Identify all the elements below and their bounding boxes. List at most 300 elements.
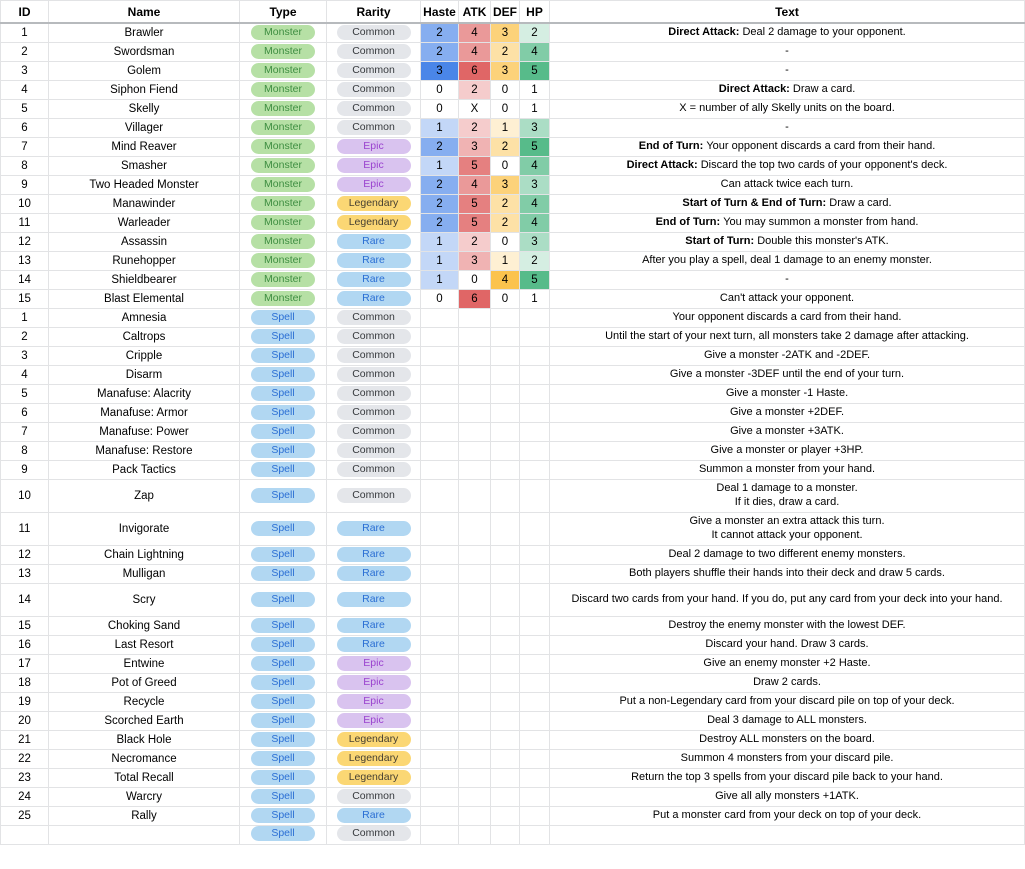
cell-id[interactable]: 14: [1, 583, 49, 616]
cell-text[interactable]: Summon 4 monsters from your discard pile.: [550, 749, 1025, 768]
cell-hp[interactable]: [520, 479, 550, 512]
cell-name[interactable]: Cripple: [49, 346, 240, 365]
cell-id[interactable]: 23: [1, 768, 49, 787]
rarity-chip[interactable]: Epic: [337, 177, 411, 192]
cell-name[interactable]: Villager: [49, 118, 240, 137]
cell-def[interactable]: [491, 512, 520, 545]
cell-rarity[interactable]: [327, 61, 421, 80]
column-header-atk[interactable]: ATK: [459, 1, 491, 24]
cell-haste[interactable]: [421, 346, 459, 365]
cell-haste[interactable]: 2: [421, 194, 459, 213]
cell-id[interactable]: 2: [1, 42, 49, 61]
cell-id[interactable]: 18: [1, 673, 49, 692]
cell-def[interactable]: [491, 768, 520, 787]
cell-rarity[interactable]: [327, 616, 421, 635]
cell-hp[interactable]: [520, 422, 550, 441]
cell-def[interactable]: 0: [491, 80, 520, 99]
cell-hp[interactable]: 1: [520, 289, 550, 308]
type-chip[interactable]: Monster: [251, 139, 315, 154]
cell-id[interactable]: 19: [1, 692, 49, 711]
cell-id[interactable]: 9: [1, 460, 49, 479]
rarity-chip[interactable]: Legendary: [337, 751, 411, 766]
cell-haste[interactable]: 0: [421, 289, 459, 308]
cell-atk[interactable]: 4: [459, 42, 491, 61]
cell-type[interactable]: [240, 80, 327, 99]
cell-text[interactable]: Give a monster or player +3HP.: [550, 441, 1025, 460]
cell-def[interactable]: [491, 403, 520, 422]
cell-id[interactable]: 3: [1, 346, 49, 365]
cell-atk[interactable]: [459, 749, 491, 768]
cell-def[interactable]: [491, 479, 520, 512]
cell-type[interactable]: [240, 654, 327, 673]
rarity-chip[interactable]: Common: [337, 44, 411, 59]
cell-type[interactable]: [240, 787, 327, 806]
cell-rarity[interactable]: [327, 730, 421, 749]
rarity-chip[interactable]: Epic: [337, 713, 411, 728]
type-chip[interactable]: Spell: [251, 566, 315, 581]
cell-atk[interactable]: [459, 545, 491, 564]
column-header-hp[interactable]: HP: [520, 1, 550, 24]
cell-rarity[interactable]: [327, 479, 421, 512]
cell-rarity[interactable]: [327, 512, 421, 545]
cell-def[interactable]: 4: [491, 270, 520, 289]
cell-id[interactable]: 8: [1, 441, 49, 460]
cell-hp[interactable]: [520, 308, 550, 327]
cell-hp[interactable]: [520, 616, 550, 635]
cell-hp[interactable]: [520, 768, 550, 787]
cell-rarity[interactable]: [327, 825, 421, 844]
cell-id[interactable]: 6: [1, 403, 49, 422]
cell-type[interactable]: [240, 137, 327, 156]
rarity-chip[interactable]: Rare: [337, 253, 411, 268]
rarity-chip[interactable]: Common: [337, 82, 411, 97]
cell-hp[interactable]: 4: [520, 156, 550, 175]
cell-rarity[interactable]: [327, 156, 421, 175]
cell-id[interactable]: 8: [1, 156, 49, 175]
cell-haste[interactable]: [421, 460, 459, 479]
cell-name[interactable]: Blast Elemental: [49, 289, 240, 308]
cell-id[interactable]: 12: [1, 545, 49, 564]
cell-text[interactable]: Destroy ALL monsters on the board.: [550, 730, 1025, 749]
type-chip[interactable]: Monster: [251, 253, 315, 268]
cell-haste[interactable]: [421, 654, 459, 673]
cell-atk[interactable]: [459, 308, 491, 327]
cell-type[interactable]: [240, 308, 327, 327]
cell-hp[interactable]: [520, 711, 550, 730]
cell-text[interactable]: -: [550, 118, 1025, 137]
cell-atk[interactable]: 5: [459, 156, 491, 175]
cell-def[interactable]: [491, 460, 520, 479]
cell-hp[interactable]: [520, 749, 550, 768]
cell-type[interactable]: [240, 512, 327, 545]
cell-text[interactable]: Give all ally monsters +1ATK.: [550, 787, 1025, 806]
cell-name[interactable]: Entwine: [49, 654, 240, 673]
cell-rarity[interactable]: [327, 327, 421, 346]
rarity-chip[interactable]: Common: [337, 310, 411, 325]
cell-type[interactable]: [240, 583, 327, 616]
cell-hp[interactable]: [520, 403, 550, 422]
cell-text[interactable]: Give a monster +2DEF.: [550, 403, 1025, 422]
rarity-chip[interactable]: Epic: [337, 694, 411, 709]
cell-hp[interactable]: 2: [520, 251, 550, 270]
rarity-chip[interactable]: Common: [337, 789, 411, 804]
cell-type[interactable]: [240, 156, 327, 175]
cell-haste[interactable]: [421, 825, 459, 844]
cell-def[interactable]: [491, 583, 520, 616]
cell-def[interactable]: [491, 673, 520, 692]
cell-id[interactable]: 4: [1, 80, 49, 99]
cell-rarity[interactable]: [327, 213, 421, 232]
cell-text[interactable]: Give a monster an extra attack this turn. It cannot attack your opponent.: [550, 512, 1025, 545]
cell-hp[interactable]: [520, 365, 550, 384]
cell-text[interactable]: Deal 2 damage to two different enemy monsters.: [550, 545, 1025, 564]
cell-name[interactable]: Scorched Earth: [49, 711, 240, 730]
rarity-chip[interactable]: Common: [337, 386, 411, 401]
cell-rarity[interactable]: [327, 768, 421, 787]
cell-text[interactable]: Can attack twice each turn.: [550, 175, 1025, 194]
rarity-chip[interactable]: Common: [337, 443, 411, 458]
cell-text[interactable]: -: [550, 61, 1025, 80]
cell-rarity[interactable]: [327, 384, 421, 403]
cell-atk[interactable]: 3: [459, 251, 491, 270]
cell-name[interactable]: Brawler: [49, 23, 240, 42]
cell-def[interactable]: 0: [491, 156, 520, 175]
cell-id[interactable]: 1: [1, 308, 49, 327]
cell-type[interactable]: [240, 213, 327, 232]
cell-hp[interactable]: [520, 806, 550, 825]
type-chip[interactable]: Spell: [251, 329, 315, 344]
rarity-chip[interactable]: Epic: [337, 675, 411, 690]
cell-text[interactable]: Give a monster -2ATK and -2DEF.: [550, 346, 1025, 365]
cell-name[interactable]: Manafuse: Restore: [49, 441, 240, 460]
cell-id[interactable]: 1: [1, 23, 49, 42]
cell-rarity[interactable]: [327, 194, 421, 213]
cell-atk[interactable]: [459, 384, 491, 403]
cell-name[interactable]: Rally: [49, 806, 240, 825]
cell-text[interactable]: Direct Attack: Discard the top two cards of your opponent's deck.: [550, 156, 1025, 175]
cell-atk[interactable]: 6: [459, 289, 491, 308]
cell-id[interactable]: 4: [1, 365, 49, 384]
cell-rarity[interactable]: [327, 422, 421, 441]
type-chip[interactable]: Spell: [251, 770, 315, 785]
cell-type[interactable]: [240, 384, 327, 403]
type-chip[interactable]: Spell: [251, 618, 315, 633]
cell-hp[interactable]: 2: [520, 23, 550, 42]
rarity-chip[interactable]: Rare: [337, 234, 411, 249]
cell-type[interactable]: [240, 61, 327, 80]
type-chip[interactable]: Spell: [251, 637, 315, 652]
cell-atk[interactable]: [459, 327, 491, 346]
cell-hp[interactable]: [520, 564, 550, 583]
cell-rarity[interactable]: [327, 564, 421, 583]
cell-hp[interactable]: 5: [520, 270, 550, 289]
rarity-chip[interactable]: Rare: [337, 592, 411, 607]
rarity-chip[interactable]: Legendary: [337, 770, 411, 785]
cell-def[interactable]: [491, 730, 520, 749]
cell-name[interactable]: Manafuse: Power: [49, 422, 240, 441]
cell-hp[interactable]: [520, 635, 550, 654]
cell-name[interactable]: Golem: [49, 61, 240, 80]
column-header-haste[interactable]: Haste: [421, 1, 459, 24]
cell-rarity[interactable]: [327, 403, 421, 422]
cell-atk[interactable]: X: [459, 99, 491, 118]
cell-rarity[interactable]: [327, 654, 421, 673]
cell-name[interactable]: Manafuse: Armor: [49, 403, 240, 422]
cell-atk[interactable]: 4: [459, 23, 491, 42]
cell-haste[interactable]: [421, 308, 459, 327]
cell-haste[interactable]: 2: [421, 213, 459, 232]
cell-def[interactable]: 3: [491, 61, 520, 80]
cell-name[interactable]: Chain Lightning: [49, 545, 240, 564]
type-chip[interactable]: Spell: [251, 386, 315, 401]
rarity-chip[interactable]: Common: [337, 348, 411, 363]
rarity-chip[interactable]: Common: [337, 25, 411, 40]
cell-haste[interactable]: 2: [421, 175, 459, 194]
cell-text[interactable]: Can't attack your opponent.: [550, 289, 1025, 308]
cell-type[interactable]: [240, 422, 327, 441]
cell-def[interactable]: [491, 545, 520, 564]
cell-hp[interactable]: [520, 545, 550, 564]
rarity-chip[interactable]: Epic: [337, 656, 411, 671]
cell-type[interactable]: [240, 403, 327, 422]
cell-type[interactable]: [240, 118, 327, 137]
type-chip[interactable]: Monster: [251, 291, 315, 306]
rarity-chip[interactable]: Rare: [337, 618, 411, 633]
cell-id[interactable]: 10: [1, 194, 49, 213]
cell-type[interactable]: [240, 564, 327, 583]
cell-text[interactable]: Your opponent discards a card from their hand.: [550, 308, 1025, 327]
cell-name[interactable]: Swordsman: [49, 42, 240, 61]
cell-name[interactable]: Pot of Greed: [49, 673, 240, 692]
type-chip[interactable]: Monster: [251, 196, 315, 211]
cell-text[interactable]: After you play a spell, deal 1 damage to an enemy monster.: [550, 251, 1025, 270]
cell-rarity[interactable]: [327, 787, 421, 806]
cell-def[interactable]: [491, 327, 520, 346]
cell-rarity[interactable]: [327, 635, 421, 654]
cell-name[interactable]: Siphon Fiend: [49, 80, 240, 99]
cell-atk[interactable]: [459, 654, 491, 673]
cell-def[interactable]: [491, 422, 520, 441]
cell-hp[interactable]: [520, 730, 550, 749]
cell-atk[interactable]: [459, 730, 491, 749]
cell-id[interactable]: 15: [1, 616, 49, 635]
cell-rarity[interactable]: [327, 692, 421, 711]
cell-type[interactable]: [240, 42, 327, 61]
cell-name[interactable]: [49, 825, 240, 844]
column-header-id[interactable]: ID: [1, 1, 49, 24]
cell-atk[interactable]: [459, 692, 491, 711]
cell-def[interactable]: [491, 365, 520, 384]
type-chip[interactable]: Spell: [251, 713, 315, 728]
type-chip[interactable]: Spell: [251, 826, 315, 841]
cell-text[interactable]: Draw 2 cards.: [550, 673, 1025, 692]
cell-rarity[interactable]: [327, 308, 421, 327]
rarity-chip[interactable]: Epic: [337, 158, 411, 173]
cell-name[interactable]: Necromance: [49, 749, 240, 768]
cell-haste[interactable]: 2: [421, 42, 459, 61]
rarity-chip[interactable]: Legendary: [337, 196, 411, 211]
type-chip[interactable]: Spell: [251, 521, 315, 536]
cell-id[interactable]: 13: [1, 251, 49, 270]
column-header-rarity[interactable]: Rarity: [327, 1, 421, 24]
cell-name[interactable]: Pack Tactics: [49, 460, 240, 479]
cell-id[interactable]: 24: [1, 787, 49, 806]
type-chip[interactable]: Monster: [251, 120, 315, 135]
cell-haste[interactable]: [421, 564, 459, 583]
cell-type[interactable]: [240, 711, 327, 730]
cell-type[interactable]: [240, 270, 327, 289]
cell-atk[interactable]: 5: [459, 194, 491, 213]
cell-hp[interactable]: 3: [520, 232, 550, 251]
cell-def[interactable]: [491, 384, 520, 403]
cell-def[interactable]: 0: [491, 289, 520, 308]
type-chip[interactable]: Spell: [251, 488, 315, 503]
cell-hp[interactable]: [520, 346, 550, 365]
cell-haste[interactable]: 2: [421, 137, 459, 156]
cell-atk[interactable]: 4: [459, 175, 491, 194]
cell-hp[interactable]: [520, 460, 550, 479]
cell-text[interactable]: Until the start of your next turn, all monsters take 2 damage after attacking.: [550, 327, 1025, 346]
cell-def[interactable]: 1: [491, 251, 520, 270]
cell-name[interactable]: Invigorate: [49, 512, 240, 545]
type-chip[interactable]: Monster: [251, 63, 315, 78]
rarity-chip[interactable]: Rare: [337, 637, 411, 652]
cell-atk[interactable]: 6: [459, 61, 491, 80]
cell-hp[interactable]: 3: [520, 175, 550, 194]
cell-hp[interactable]: [520, 787, 550, 806]
cell-def[interactable]: [491, 654, 520, 673]
cell-type[interactable]: [240, 194, 327, 213]
type-chip[interactable]: Spell: [251, 443, 315, 458]
type-chip[interactable]: Spell: [251, 547, 315, 562]
cell-name[interactable]: Recycle: [49, 692, 240, 711]
rarity-chip[interactable]: Common: [337, 488, 411, 503]
cell-id[interactable]: 11: [1, 512, 49, 545]
cell-id[interactable]: 12: [1, 232, 49, 251]
cell-type[interactable]: [240, 479, 327, 512]
cell-atk[interactable]: [459, 787, 491, 806]
cell-name[interactable]: Manafuse: Alacrity: [49, 384, 240, 403]
cell-rarity[interactable]: [327, 175, 421, 194]
cell-id[interactable]: 3: [1, 61, 49, 80]
cell-rarity[interactable]: [327, 232, 421, 251]
cell-name[interactable]: Choking Sand: [49, 616, 240, 635]
rarity-chip[interactable]: Legendary: [337, 732, 411, 747]
cell-rarity[interactable]: [327, 99, 421, 118]
cell-atk[interactable]: [459, 564, 491, 583]
cell-type[interactable]: [240, 460, 327, 479]
cell-rarity[interactable]: [327, 289, 421, 308]
rarity-chip[interactable]: Common: [337, 329, 411, 344]
cell-def[interactable]: [491, 616, 520, 635]
column-header-type[interactable]: Type: [240, 1, 327, 24]
cell-rarity[interactable]: [327, 42, 421, 61]
cell-haste[interactable]: [421, 806, 459, 825]
cell-type[interactable]: [240, 616, 327, 635]
cell-text[interactable]: Return the top 3 spells from your discard pile back to your hand.: [550, 768, 1025, 787]
cell-id[interactable]: 21: [1, 730, 49, 749]
cell-def[interactable]: 0: [491, 99, 520, 118]
cell-name[interactable]: Warleader: [49, 213, 240, 232]
cell-id[interactable]: [1, 825, 49, 844]
cell-atk[interactable]: [459, 512, 491, 545]
cell-haste[interactable]: 0: [421, 80, 459, 99]
cell-def[interactable]: 2: [491, 137, 520, 156]
cell-type[interactable]: [240, 327, 327, 346]
cell-rarity[interactable]: [327, 118, 421, 137]
cell-text[interactable]: Put a non-Legendary card from your discard pile on top of your deck.: [550, 692, 1025, 711]
cell-hp[interactable]: 4: [520, 42, 550, 61]
cell-type[interactable]: [240, 346, 327, 365]
cell-def[interactable]: 2: [491, 213, 520, 232]
cell-rarity[interactable]: [327, 441, 421, 460]
cell-text[interactable]: Deal 1 damage to a monster. If it dies, draw a card.: [550, 479, 1025, 512]
cell-type[interactable]: [240, 441, 327, 460]
type-chip[interactable]: Monster: [251, 101, 315, 116]
rarity-chip[interactable]: Common: [337, 367, 411, 382]
type-chip[interactable]: Spell: [251, 592, 315, 607]
cell-def[interactable]: [491, 711, 520, 730]
cell-name[interactable]: Skelly: [49, 99, 240, 118]
cell-hp[interactable]: [520, 692, 550, 711]
cell-text[interactable]: Direct Attack: Draw a card.: [550, 80, 1025, 99]
cell-def[interactable]: [491, 564, 520, 583]
cell-def[interactable]: [491, 825, 520, 844]
rarity-chip[interactable]: Common: [337, 63, 411, 78]
cell-def[interactable]: 3: [491, 23, 520, 42]
cell-text[interactable]: Discard two cards from your hand. If you do, put any card from your deck into your hand.: [550, 583, 1025, 616]
cell-text[interactable]: Both players shuffle their hands into their deck and draw 5 cards.: [550, 564, 1025, 583]
cell-text[interactable]: Start of Turn: Double this monster's ATK.: [550, 232, 1025, 251]
type-chip[interactable]: Spell: [251, 694, 315, 709]
cell-type[interactable]: [240, 768, 327, 787]
cell-def[interactable]: [491, 692, 520, 711]
cell-atk[interactable]: [459, 346, 491, 365]
cell-atk[interactable]: [459, 806, 491, 825]
cell-haste[interactable]: [421, 730, 459, 749]
cell-atk[interactable]: [459, 365, 491, 384]
cell-text[interactable]: End of Turn: You may summon a monster from hand.: [550, 213, 1025, 232]
cell-type[interactable]: [240, 289, 327, 308]
cell-atk[interactable]: 2: [459, 80, 491, 99]
cell-text[interactable]: Summon a monster from your hand.: [550, 460, 1025, 479]
cell-text[interactable]: Give a monster +3ATK.: [550, 422, 1025, 441]
cell-id[interactable]: 10: [1, 479, 49, 512]
cell-id[interactable]: 22: [1, 749, 49, 768]
cell-haste[interactable]: 1: [421, 251, 459, 270]
cell-name[interactable]: Amnesia: [49, 308, 240, 327]
cell-rarity[interactable]: [327, 749, 421, 768]
rarity-chip[interactable]: Rare: [337, 547, 411, 562]
cell-name[interactable]: Zap: [49, 479, 240, 512]
cell-type[interactable]: [240, 251, 327, 270]
type-chip[interactable]: Spell: [251, 462, 315, 477]
cell-def[interactable]: [491, 749, 520, 768]
cell-haste[interactable]: [421, 583, 459, 616]
type-chip[interactable]: Spell: [251, 789, 315, 804]
column-header-def[interactable]: DEF: [491, 1, 520, 24]
cell-id[interactable]: 7: [1, 137, 49, 156]
column-header-text[interactable]: Text: [550, 1, 1025, 24]
cell-rarity[interactable]: [327, 711, 421, 730]
rarity-chip[interactable]: Common: [337, 120, 411, 135]
cell-text[interactable]: Give an enemy monster +2 Haste.: [550, 654, 1025, 673]
cell-id[interactable]: 2: [1, 327, 49, 346]
cell-atk[interactable]: [459, 583, 491, 616]
cell-rarity[interactable]: [327, 460, 421, 479]
cell-atk[interactable]: [459, 825, 491, 844]
cell-haste[interactable]: 3: [421, 61, 459, 80]
